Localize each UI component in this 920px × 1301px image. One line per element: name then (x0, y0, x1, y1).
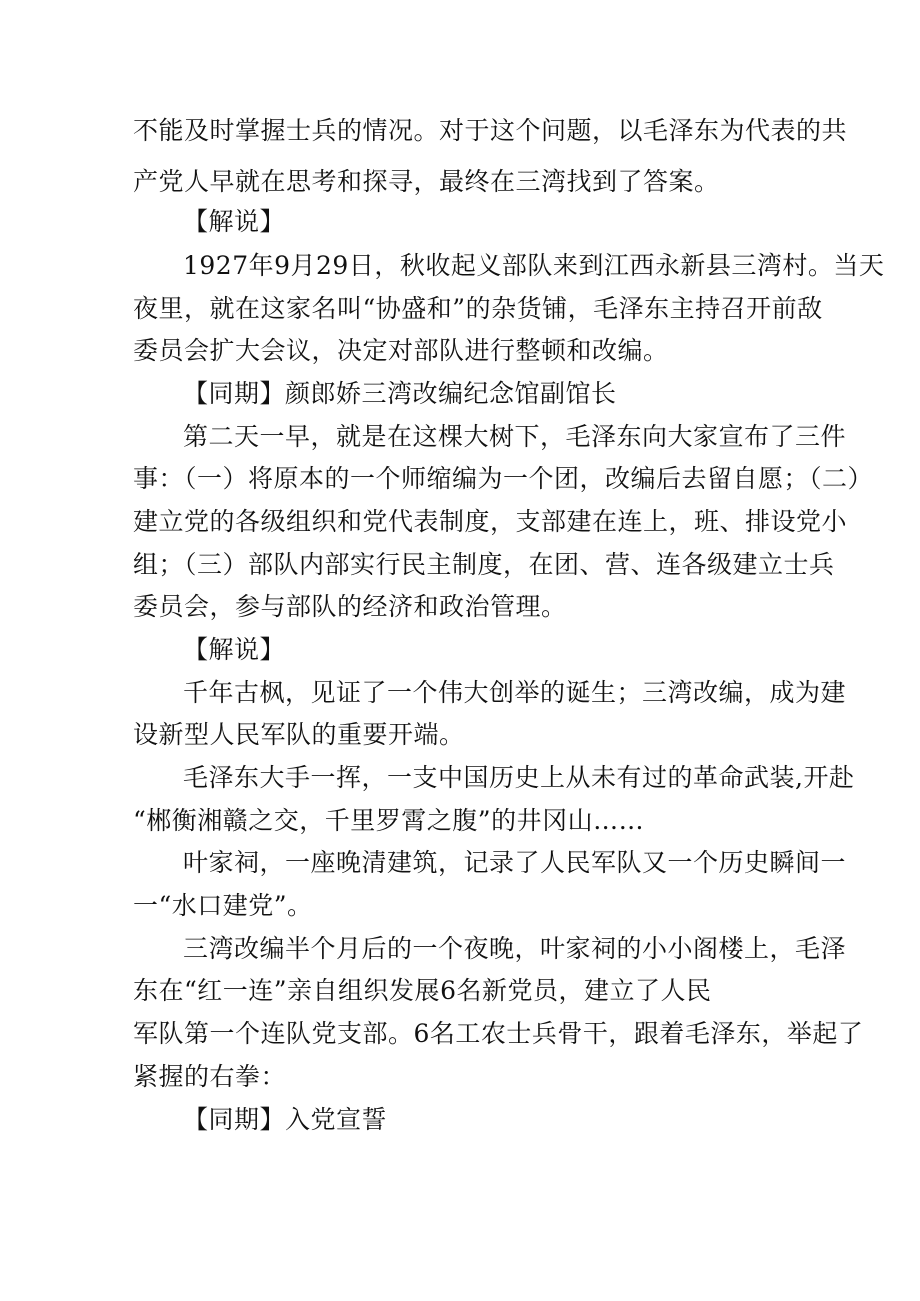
text-line: 1927年9月29日，秋收起义部队来到江西永新县三湾村。当天 (183, 251, 885, 280)
text-line: 东在“红一连”亲自组织发展6名新党员，建立了人民 (133, 976, 712, 1005)
text-line: 第二天一早，就是在这棵大树下，毛泽东向大家宣布了三件 (183, 422, 847, 451)
text-line: 建立党的各级组织和党代表制度，支部建在连上，班、排设党小 (133, 507, 848, 536)
text-line: 委员会，参与部队的经济和政治管理。 (133, 592, 567, 621)
text-line: 组；（三）部队内部实行民主制度，在团、营、连各级建立士兵 (133, 550, 835, 579)
text-line: 设新型人民军队的重要开端。 (133, 720, 465, 749)
text-line: 毛泽东大手一挥，一支中国历史上从未有过的革命武装,开赴 (183, 763, 855, 792)
section-marker: 【同期】颜郎娇三湾改编纪念馆副馆长 (183, 379, 617, 408)
section-marker: 【解说】 (183, 635, 286, 664)
text-line: 千年古枫，见证了一个伟大创举的诞生；三湾改编，成为建 (183, 678, 847, 707)
text-line: 三湾改编半个月后的一个夜晚，叶家祠的小小阁楼上，毛泽 (183, 934, 847, 963)
text-line: 叶家祠，一座晚清建筑，记录了人民军队又一个历史瞬间一 (183, 848, 847, 877)
text-line: 夜里，就在这家名叫“协盛和”的杂货铺，毛泽东主持召开前敌 (133, 294, 823, 323)
section-marker: 【解说】 (183, 207, 286, 236)
text-line: 产党人早就在思考和探寻，最终在三湾找到了答案。 (133, 167, 720, 196)
text-line: “郴衡湘赣之交，千里罗霄之腹”的井冈山…… (133, 806, 645, 835)
section-marker: 【同期】入党宣誓 (183, 1105, 388, 1134)
text-line: 一“水口建党”。 (133, 891, 313, 920)
text-line: 军队第一个连队党支部。6名工农士兵骨干，跟着毛泽东，举起了 (133, 1019, 864, 1048)
text-line: 事：（一）将原本的一个师缩编为一个团，改编后去留自愿；（二） (133, 464, 874, 493)
text-line: 委员会扩大会议，决定对部队进行整顿和改编。 (133, 336, 669, 365)
text-line: 不能及时掌握士兵的情况。对于这个问题，以毛泽东为代表的共 (133, 116, 848, 145)
text-line: 紧握的右拳： (133, 1062, 287, 1091)
